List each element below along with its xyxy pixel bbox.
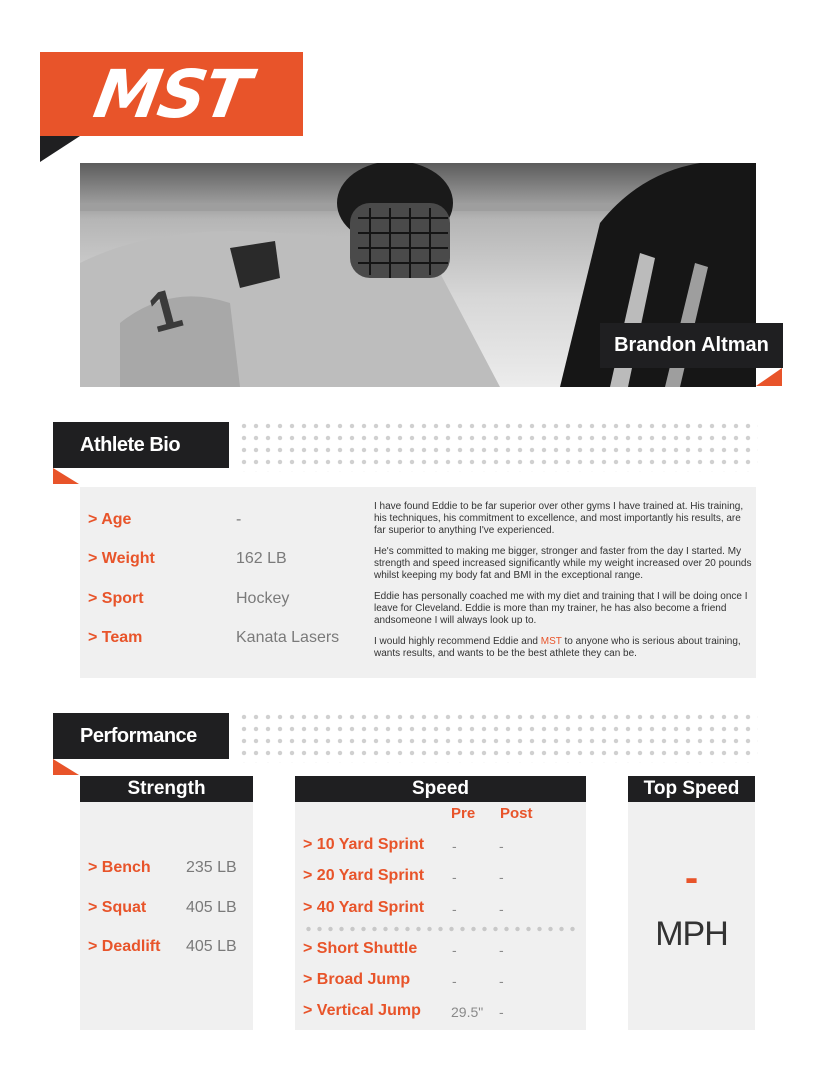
strength-value-deadlift: 405 LB (186, 938, 237, 955)
speed-column-pre: Pre (451, 805, 476, 822)
speed-label: > 20 Yard Sprint (303, 867, 425, 884)
testimonial-text: I would highly recommend Eddie and (374, 636, 541, 647)
strength-header: Strength (80, 776, 253, 802)
speed-post-value: - (499, 942, 504, 958)
speed-pre-value: 29.5" (451, 1004, 484, 1020)
speed-column-post: Post (500, 805, 533, 822)
section-header-performance: Performance (53, 713, 229, 759)
top-speed-unit: MPH (655, 915, 728, 953)
decorative-dot-grid (238, 420, 758, 472)
name-tag-corner (756, 368, 782, 386)
speed-label: > Vertical Jump (303, 1002, 421, 1019)
logo-text: MST (88, 55, 255, 133)
bio-header-corner (53, 468, 79, 484)
strength-label-deadlift: > Deadlift (88, 938, 161, 955)
stat-label-team: > Team (88, 629, 143, 646)
speed-post-value: - (499, 901, 504, 917)
logo-corner-fold (40, 136, 80, 162)
speed-pre-value: - (452, 942, 457, 958)
stat-label-age: > Age (88, 511, 132, 528)
testimonial-paragraph: I have found Eddie to be far superior over other gyms I have trained at. His training, his techniques, his commitment to excellence, and most importantly his results, are far superior to anything I've experienced. (374, 501, 744, 536)
stat-value-weight: 162 LB (236, 550, 287, 567)
speed-divider (303, 925, 578, 933)
section-header-athlete-bio: Athlete Bio (53, 422, 229, 468)
speed-label: > 40 Yard Sprint (303, 899, 425, 916)
athlete-name-tag: Brandon Altman (600, 323, 783, 368)
testimonial-text: to anyone who is serious about training, wants results, and wants to be the best athlete they can be. (374, 636, 741, 659)
speed-header: Speed (295, 776, 586, 802)
testimonial-paragraph: He's committed to making me bigger, stronger and faster from the day I started. My strength and speed increased significantly while my weight increased over 20 pounds whilst keeping my body fat and BMI in the exceptional range. (374, 546, 752, 581)
stat-value-sport: Hockey (236, 590, 290, 607)
speed-pre-value: - (452, 838, 457, 854)
svg-text:1: 1 (141, 275, 189, 345)
brand-mention: MST (540, 636, 562, 647)
speed-label: > Short Shuttle (303, 940, 418, 957)
speed-post-value: - (499, 1004, 504, 1020)
logo (40, 52, 303, 136)
strength-value-squat: 405 LB (186, 899, 237, 916)
speed-label: > 10 Yard Sprint (303, 836, 425, 853)
stat-label-weight: > Weight (88, 550, 155, 567)
top-speed-value: - (684, 856, 699, 900)
strength-value-bench: 235 LB (186, 859, 237, 876)
speed-post-value: - (499, 869, 504, 885)
stat-value-age: - (236, 511, 242, 528)
strength-label-squat: > Squat (88, 899, 147, 916)
speed-label: > Broad Jump (303, 971, 411, 988)
speed-pre-value: - (452, 901, 457, 917)
decorative-dot-grid (238, 711, 758, 763)
speed-post-value: - (499, 838, 504, 854)
speed-post-value: - (499, 973, 504, 989)
testimonial-paragraph: Eddie has personally coached me with my diet and training that I will be doing once I leave for Cleveland. Eddie is more than my trainer, he has also become a friend andsomeone I will always look up to. (374, 591, 748, 626)
top-speed-header: Top Speed (628, 776, 755, 802)
stat-label-sport: > Sport (88, 590, 144, 607)
strength-label-bench: > Bench (88, 859, 151, 876)
testimonial-paragraph (374, 636, 754, 660)
top-speed-panel (628, 776, 755, 1030)
performance-header-corner (53, 759, 79, 775)
stat-value-team: Kanata Lasers (236, 629, 340, 646)
speed-pre-value: - (452, 869, 457, 885)
speed-pre-value: - (452, 973, 457, 989)
